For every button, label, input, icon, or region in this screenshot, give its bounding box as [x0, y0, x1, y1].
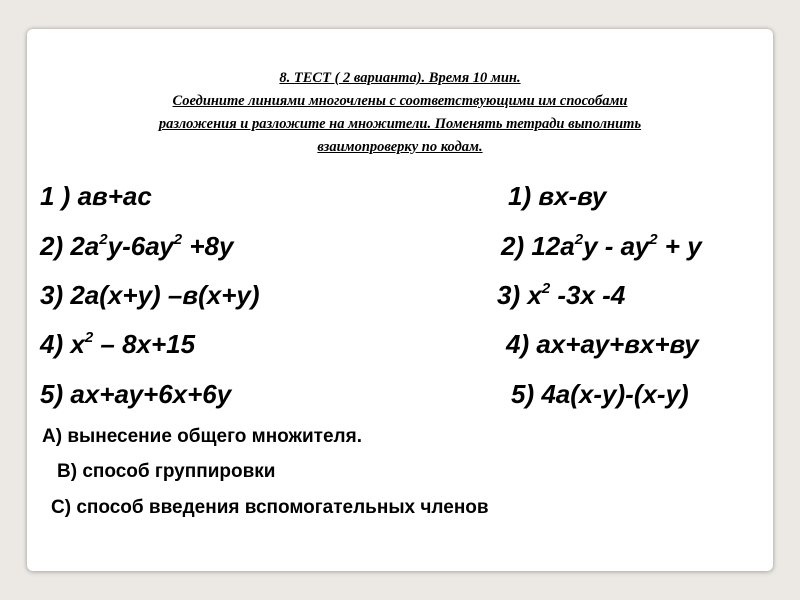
header-line-2: Соедините линиями многочлены с соответствующими им способами — [172, 93, 628, 109]
task-header — [27, 67, 773, 159]
method-b: В) способ группировки — [57, 461, 276, 482]
right-polynomial-5: 5) 4а(х-у)-(х-у) — [511, 379, 689, 409]
left-polynomial-3: 3) 2а(х+у) –в(х+у) — [40, 280, 260, 310]
right-polynomial-3: 3) $х^2$ -3х -4 — [497, 280, 626, 310]
left-polynomial-1: 1 ) ав+ас — [40, 181, 152, 211]
right-polynomial-1: 1) вх-ву — [508, 181, 607, 211]
right-polynomial-4: 4) ах+ау+вх+ву — [506, 329, 699, 359]
method-a: А) вынесение общего множителя. — [42, 426, 362, 447]
right-polynomial-2: 2) $12а^2у - ау^2 + у$ — [501, 231, 702, 261]
left-polynomial-2: 2) $2а^2у-6ау^2 +8у$ — [40, 231, 234, 261]
header-line-1: 8. ТЕСТ ( 2 варианта). Время 10 мин. — [279, 70, 521, 86]
header-line-4: взаимопроверку по кодам. — [317, 139, 483, 155]
slide — [27, 29, 773, 571]
header-line-3: разложения и разложите на множители. Поменять тетради выполнить — [158, 116, 642, 132]
left-polynomial-4: 4) $х^2 - 8х+15$ — [40, 329, 196, 359]
left-polynomial-5: 5) ах+ау+6х+6у — [40, 379, 232, 409]
method-c: С) способ введения вспомогательных членов — [51, 497, 489, 518]
